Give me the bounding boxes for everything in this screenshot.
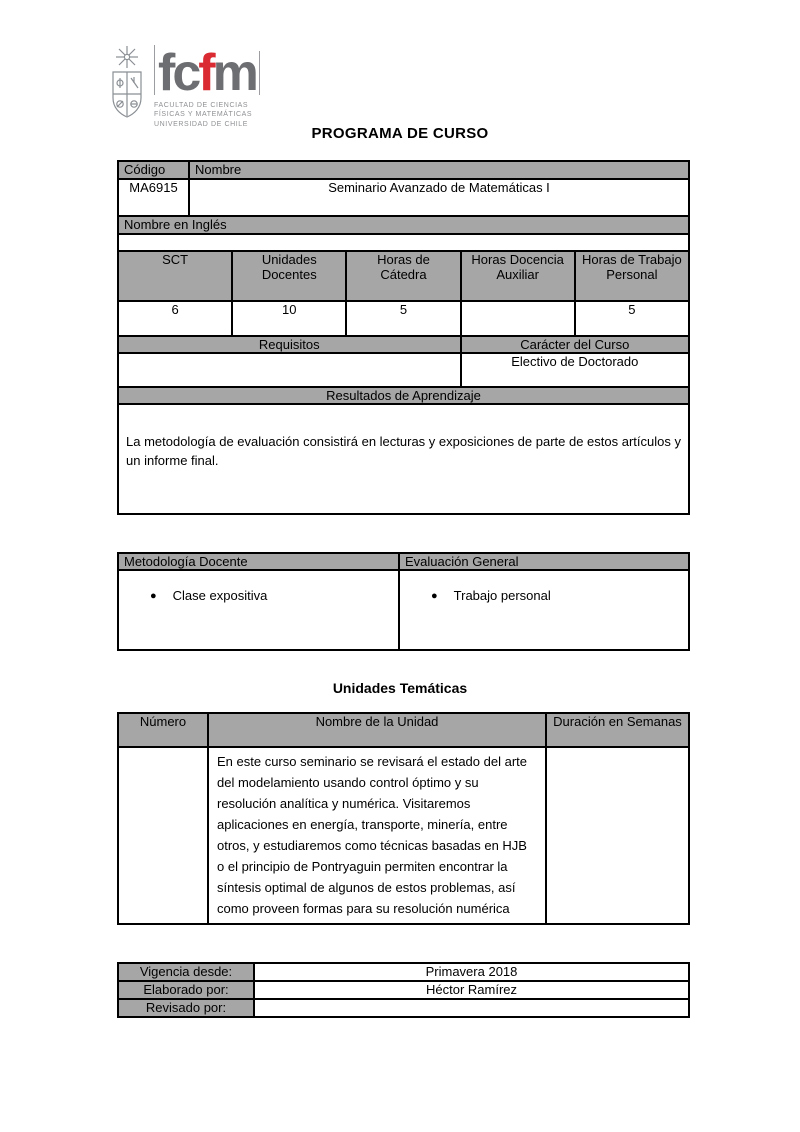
unidades-heading: Unidades Temáticas — [332, 680, 468, 696]
metodologia-item-text: Clase expositiva — [172, 588, 268, 603]
caracter-header: Carácter del Curso — [461, 336, 689, 353]
metodologia-cell — [118, 570, 399, 650]
codigo-header: Código — [118, 161, 189, 179]
evaluacion-cell — [399, 570, 689, 650]
bullet-icon: ● — [431, 590, 438, 602]
revisado-label: Revisado por: — [118, 999, 254, 1017]
duracion-cell — [546, 747, 689, 924]
duracion-header: Duración en Semanas — [546, 713, 689, 747]
logo-caption-line2: FÍSICAS Y MATEMÁTICAS — [154, 111, 253, 119]
codigo-value: MA6915 — [118, 179, 189, 216]
horas-trabajo-header: Horas de Trabajo Personal — [575, 251, 689, 301]
method-table — [117, 552, 690, 651]
requisitos-header: Requisitos — [118, 336, 461, 353]
logo-caption-line3: UNIVERSIDAD DE CHILE — [154, 120, 249, 128]
evaluacion-header: Evaluación General — [399, 553, 689, 570]
table-row — [118, 963, 689, 981]
footer-block — [117, 962, 690, 1018]
course-id-table — [117, 160, 690, 252]
horas-docencia-value — [461, 301, 575, 336]
resultados-header: Resultados de Aprendizaje — [118, 387, 689, 404]
letter-c: c — [172, 44, 199, 103]
bullet-icon: ● — [150, 590, 157, 602]
fcfm-logo — [108, 45, 260, 130]
elaborado-label: Elaborado por: — [118, 981, 254, 999]
evaluacion-item — [405, 571, 683, 605]
horas-catedra-value: 5 — [346, 301, 460, 336]
page-title: PROGRAMA DE CURSO — [311, 125, 489, 142]
unidades-block — [117, 712, 690, 925]
horas-docencia-header: Horas Docencia Auxiliar — [461, 251, 575, 301]
nombre-value: Seminario Avanzado de Matemáticas I — [189, 179, 689, 216]
letter-f1: f — [158, 44, 173, 103]
nombre-unidad-header: Nombre de la Unidad — [208, 713, 546, 747]
starburst — [116, 46, 138, 68]
caracter-value: Electivo de Doctorado — [461, 353, 689, 387]
logo-right-rule — [259, 51, 260, 95]
numero-cell — [118, 747, 208, 924]
unidad-description: En este curso seminario se revisará el estado del arte del modelamiento usando control óptimo y su resolución analítica y numérica. Visitaremos aplicaciones en energía, transporte, minería, entre otros, y estudiaremos como técnicas basadas en HJB o el principio de Pontryaguin permiten encontrar la síntesis optimal de algunos de estos problemas, así como proveen formas para su resolución numérica — [217, 754, 527, 917]
unidades-docentes-value: 10 — [232, 301, 346, 336]
unidades-table — [117, 712, 690, 925]
horas-trabajo-value: 5 — [575, 301, 689, 336]
nombre-ingles-header: Nombre en Inglés — [118, 216, 689, 234]
table-row — [118, 999, 689, 1017]
nombre-unidad-cell — [208, 747, 546, 924]
vigencia-value: Primavera 2018 — [254, 963, 689, 981]
metodologia-item — [124, 571, 393, 605]
footer-table — [117, 962, 690, 1018]
metodologia-header: Metodología Docente — [118, 553, 399, 570]
shield — [113, 72, 141, 117]
university-crest-icon — [108, 45, 146, 130]
nombre-header: Nombre — [189, 161, 689, 179]
resultados-text: La metodología de evaluación consistirá en lecturas y exposiciones de parte de estos artículos y un informe final. — [118, 404, 689, 514]
letter-m: m — [212, 44, 256, 103]
sct-value: 6 — [118, 301, 232, 336]
numero-header: Número — [118, 713, 208, 747]
course-id-block — [117, 160, 690, 515]
vigencia-label: Vigencia desde: — [118, 963, 254, 981]
elaborado-value: Héctor Ramírez — [254, 981, 689, 999]
hours-table — [117, 250, 690, 515]
evaluacion-item-text: Trabajo personal — [453, 588, 551, 603]
fcfm-wordmark — [158, 44, 256, 103]
letter-f2-red: f — [198, 44, 213, 103]
table-row — [118, 981, 689, 999]
unidades-docentes-header: Unidades Docentes — [232, 251, 346, 301]
logo-caption-line1: FACULTAD DE CIENCIAS — [154, 102, 249, 109]
method-block — [117, 552, 690, 651]
requisitos-value — [118, 353, 461, 387]
horas-catedra-header: Horas de Cátedra — [346, 251, 460, 301]
logo-left-rule — [154, 45, 155, 95]
revisado-value — [254, 999, 689, 1017]
nombre-ingles-value — [118, 234, 689, 251]
sct-header: SCT — [118, 251, 232, 301]
